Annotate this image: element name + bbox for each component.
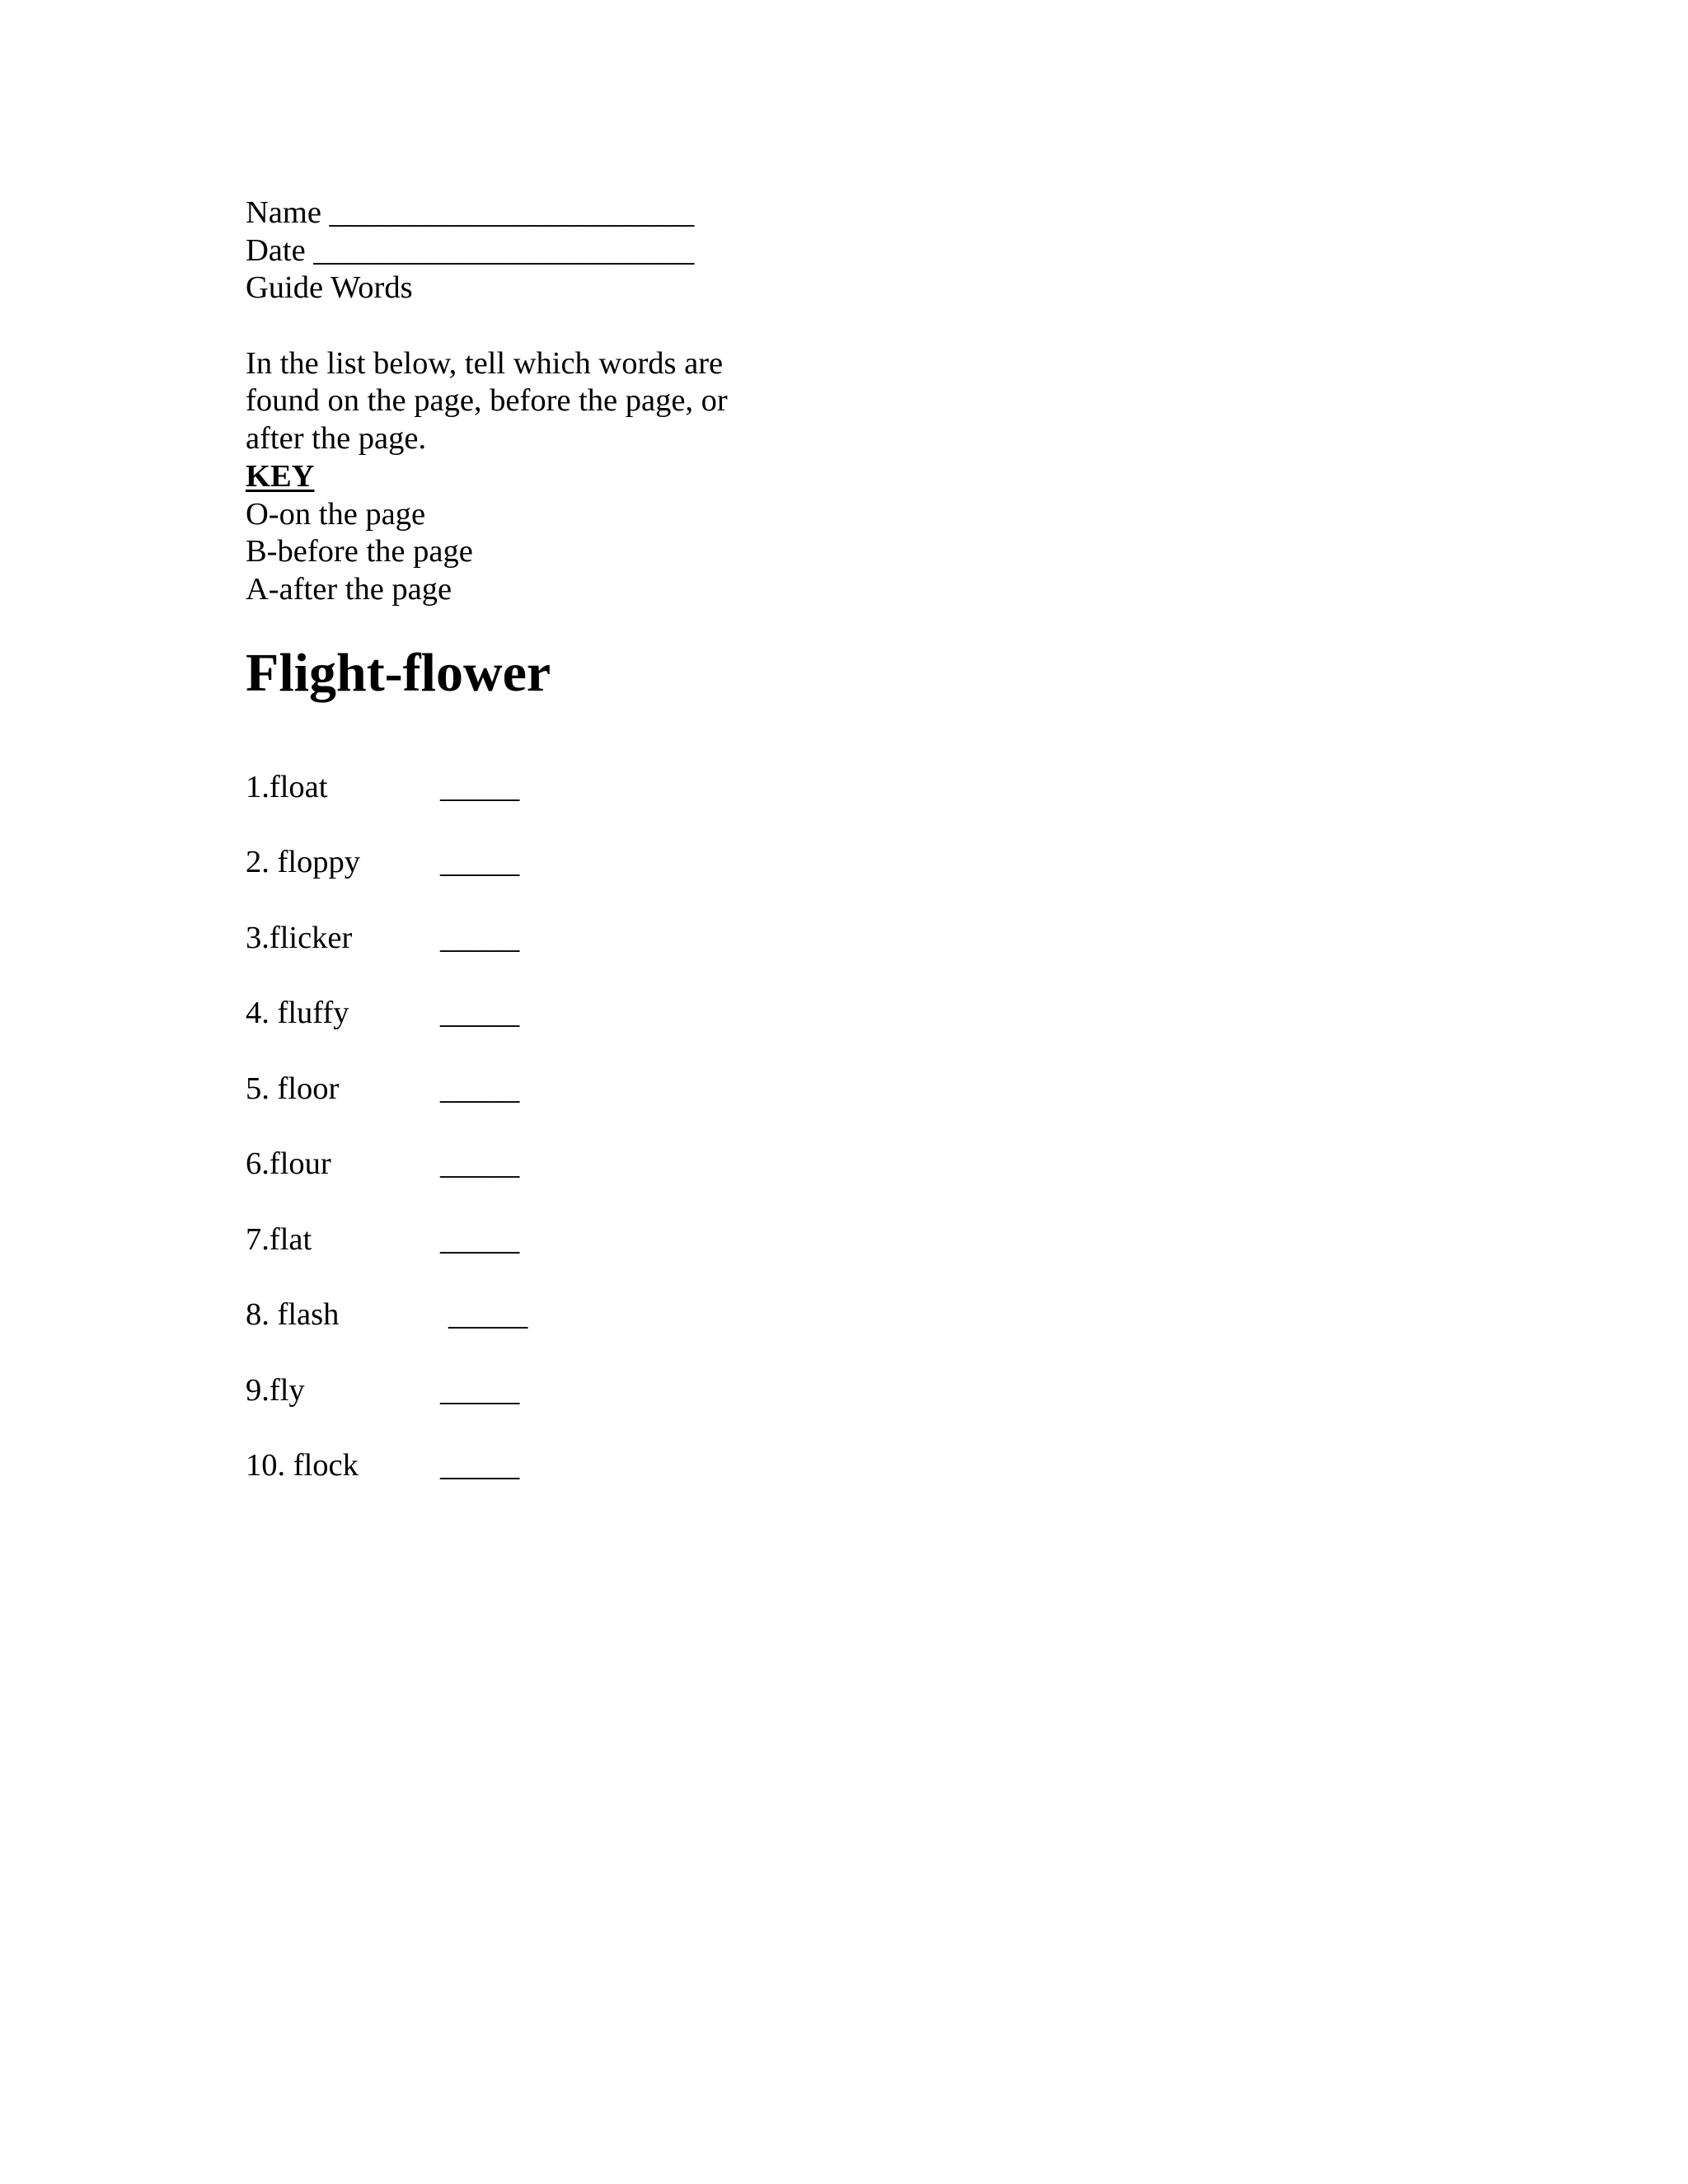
list-item <box>246 844 987 920</box>
answer-blank: _____ <box>440 845 520 880</box>
list-item <box>246 1071 987 1146</box>
word-label: 7.flat <box>246 1221 312 1257</box>
list-item <box>246 1447 987 1523</box>
list-item <box>246 1221 987 1297</box>
answer-blank: _____ <box>440 1071 520 1106</box>
word-list <box>246 769 987 1523</box>
answer-blank: _____ <box>440 1372 520 1408</box>
word-label: 4. fluffy <box>246 996 349 1031</box>
word-label: 9.fly <box>246 1372 305 1408</box>
word-label: 10. flock <box>246 1448 359 1483</box>
list-item <box>246 769 987 845</box>
word-label: 3.flicker <box>246 920 353 955</box>
spacer <box>246 307 987 345</box>
list-item <box>246 995 987 1071</box>
answer-blank: _____ <box>440 1221 520 1257</box>
list-item <box>246 1372 987 1448</box>
word-label: 2. floppy <box>246 845 361 880</box>
list-item <box>246 1296 987 1372</box>
answer-blank: _____ <box>440 996 520 1031</box>
answer-blank: _____ <box>448 1297 528 1333</box>
word-label: 1.float <box>246 769 328 804</box>
worksheet-content <box>246 194 987 1523</box>
instructions-line-3: after the page. <box>246 421 427 457</box>
date-field: Date ________________________ <box>246 232 695 268</box>
instructions-line-2: found on the page, before the page, or <box>246 383 728 419</box>
word-label: 6.flour <box>246 1146 331 1182</box>
key-heading: KEY <box>246 458 315 494</box>
guide-words-heading: Flight-flower <box>246 642 551 703</box>
word-label: 5. floor <box>246 1071 340 1106</box>
key-entry-on: O-on the page <box>246 496 426 532</box>
key-entry-before: B-before the page <box>246 534 473 569</box>
worksheet-subject: Guide Words <box>246 270 413 306</box>
answer-blank: _____ <box>440 1146 520 1182</box>
word-label: 8. flash <box>246 1297 340 1333</box>
instructions-line-1: In the list below, tell which words are <box>246 345 724 381</box>
answer-blank: _____ <box>440 920 520 955</box>
list-item <box>246 920 987 996</box>
answer-blank: _____ <box>440 769 520 804</box>
key-entry-after: A-after the page <box>246 571 452 607</box>
name-field: Name _______________________ <box>246 195 695 230</box>
answer-blank: _____ <box>440 1448 520 1483</box>
list-item <box>246 1146 987 1221</box>
